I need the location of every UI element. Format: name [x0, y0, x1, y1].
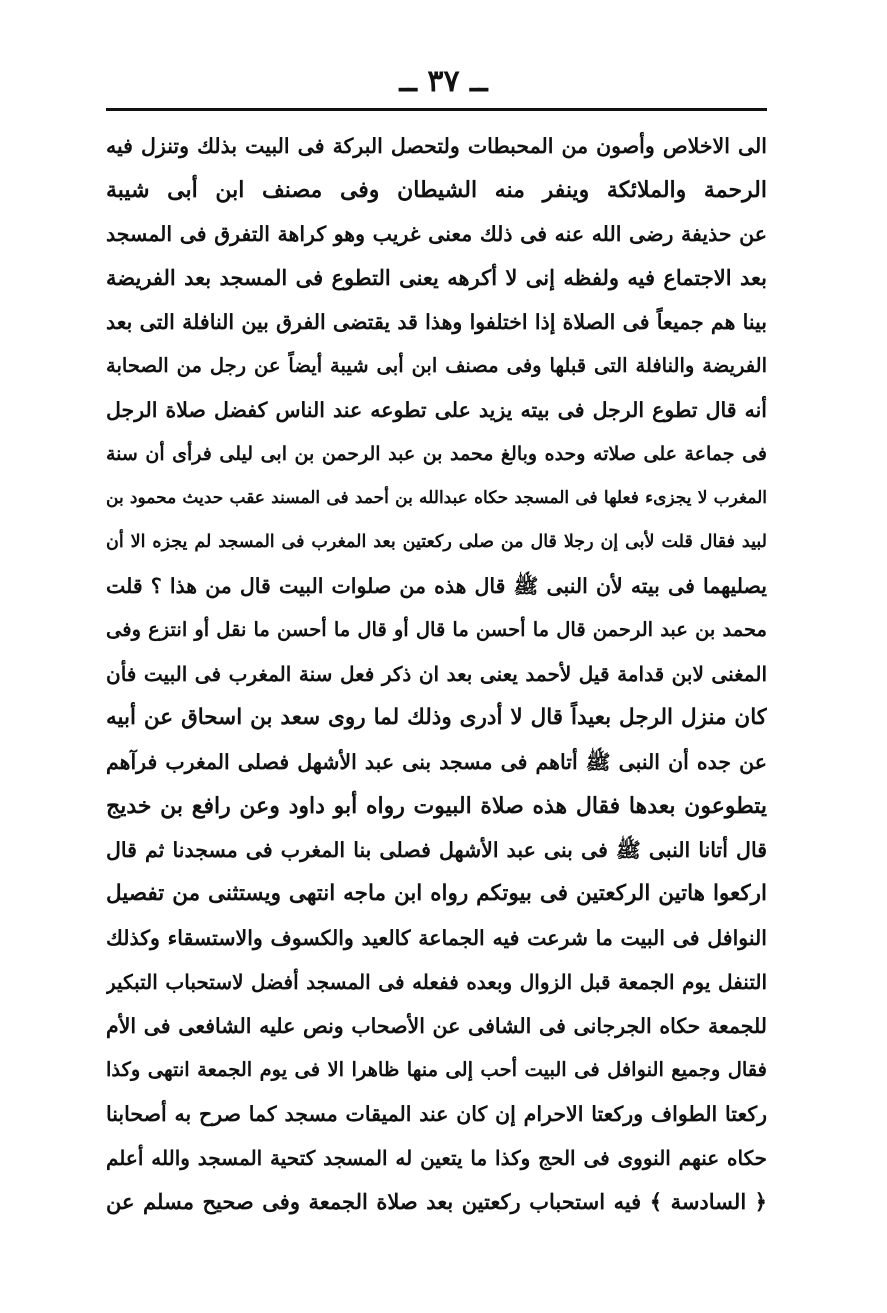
text-line: حكاه عنهم النووى فى الحج وكذا ما يتعين له المسجد كتحية المسجد والله أعلم	[106, 1146, 767, 1170]
text-line: محمد بن عبد الرحمن قال ما أحسن ما قال أو قال ما أحسن ما نقل أو انتزع وفى	[106, 618, 767, 641]
text-line: للجمعة حكاه الجرجانى فى الشافى عن الأصحاب ونص عليه الشافعى فى الأم	[106, 1014, 767, 1038]
text-line: فقال وجميع النوافل فى البيت أحب إلى منها ظاهرا الا فى يوم الجمعة انتهى وكذا	[106, 1058, 767, 1081]
text-line: النوافل فى البيت ما شرعت فيه الجماعة كالعيد والكسوف والاستسقاء وكذلك	[106, 926, 767, 950]
page-number: ــ ٣٧ ــ	[399, 64, 488, 99]
text-line: أنه قال تطوع الرجل فى بيته يزيد على تطوعه عند الناس كفضل صلاة الرجل	[106, 398, 767, 422]
text-line: بعد الاجتماع فيه ولفظه إنى لا أكرهه يعنى التطوع فى المسجد بعد الفريضة	[106, 265, 767, 290]
text-line: ركعتا الطواف وركعتا الاحرام إن كان عند الميقات مسجد كما صرح به أصحابنا	[106, 1102, 767, 1126]
text-line: قال أتانا النبى ﷺ فى بنى عبد الأشهل فصلى بنا المغرب فى مسجدنا ثم قال	[106, 838, 767, 862]
text-line: يتطوعون بعدها فقال هذه صلاة البيوت رواه أبو داود وعن رافع بن خديج	[106, 793, 767, 819]
text-line: الى الاخلاص وأصون من المحبطات ولتحصل البركة فى البيت بذلك وتنزل فيه	[106, 134, 767, 158]
text-line: الفريضة والنافلة التى قبلها وفى مصنف ابن أبى شيبة أيضاً عن رجل من الصحابة	[106, 354, 767, 377]
text-line: المغرب لا يجزىء فعلها فى المسجد حكاه عبدالله بن أحمد فى المسند عقب حديث محمود بن	[106, 488, 767, 508]
text-line: الرحمة والملائكة وينفر منه الشيطان وفى مصنف ابن أبى شيبة	[106, 177, 767, 203]
text-line: ﴿ السادسة ﴾ فيه استحباب ركعتين بعد صلاة الجمعة وفى صحيح مسلم عن	[106, 1189, 767, 1214]
text-line: لبيد فقال قلت لأبى إن رجلا قال من صلى ركعتين بعد المغرب فى المسجد لم يجزه الا أن	[106, 532, 767, 552]
header-rule	[106, 108, 767, 111]
body-text	[106, 124, 767, 1224]
text-line: عن حذيفة رضى الله عنه فى ذلك معنى غريب وهو كراهة التفرق فى المسجد	[106, 222, 767, 246]
text-line: كان منزل الرجل بعيداً قال لا أدرى وذلك لما روى سعد بن اسحاق عن أبيه	[106, 705, 767, 730]
text-line: التنفل يوم الجمعة قبل الزوال وبعده ففعله فى المسجد أفضل لاستحباب التبكير	[106, 970, 767, 994]
text-line: عن جده أن النبى ﷺ أتاهم فى مسجد بنى عبد الأشهل فصلى المغرب فرآهم	[106, 750, 767, 774]
text-line: المغنى لابن قدامة قيل لأحمد يعنى بعد ان ذكر فعل سنة المغرب فى البيت فأن	[106, 662, 767, 686]
text-line: اركعوا هاتين الركعتين فى بيوتكم رواه ابن ماجه انتهى ويستثنى من تفصيل	[106, 881, 767, 906]
text-line: فى جماعة على صلاته وحده وبالغ محمد بن عبد الرحمن بن ابى ليلى فرأى أن سنة	[106, 443, 767, 465]
text-line: يصليهما فى بيته لأن النبى ﷺ قال هذه من صلوات البيت قال من هذا ؟ قلت	[106, 574, 767, 598]
text-line: بينا هم جميعاً فى الصلاة إذا اختلفوا وهذا قد يقتضى الفرق بين النافلة التى بعد	[106, 310, 767, 334]
